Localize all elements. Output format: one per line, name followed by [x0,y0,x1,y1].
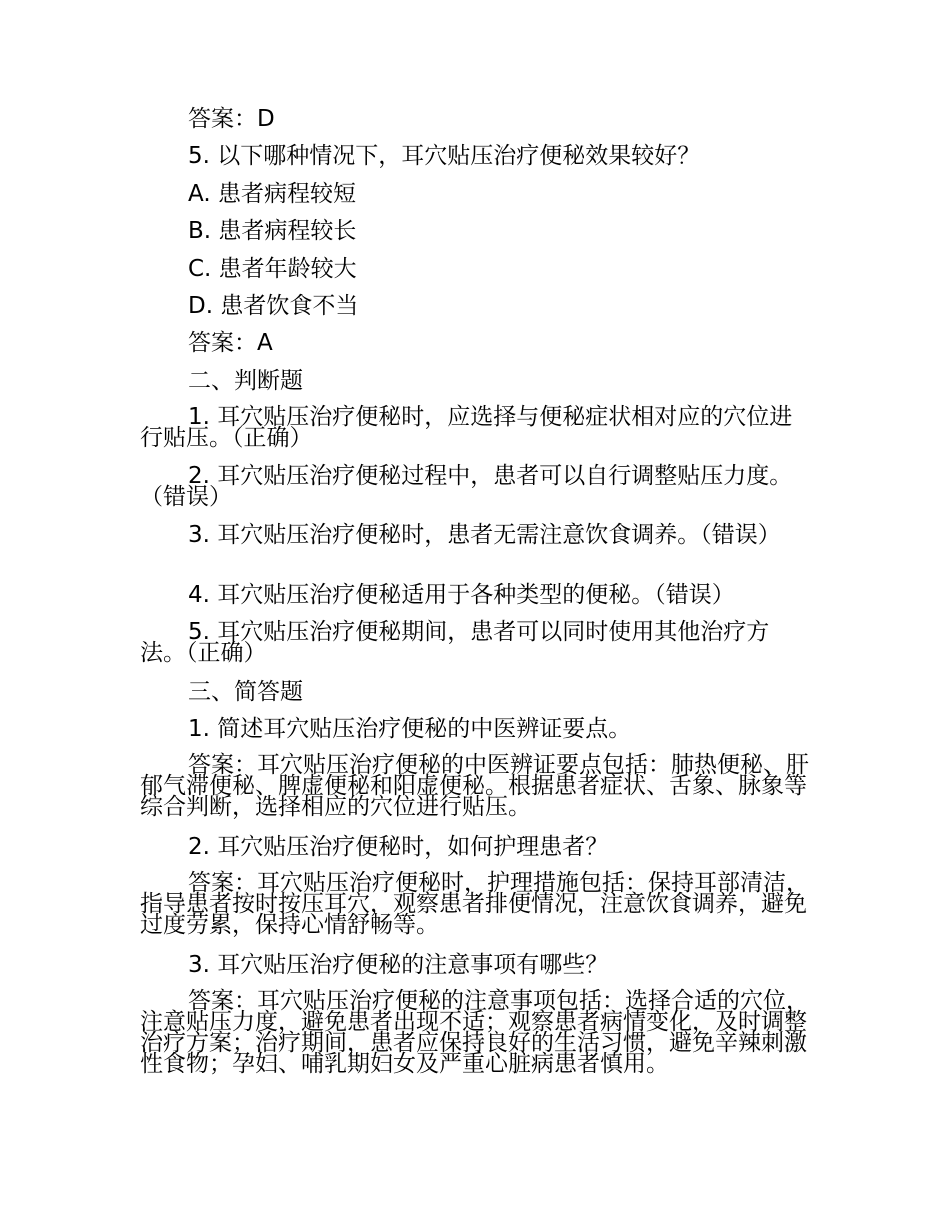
tf-3: 3. 耳穴贴压治疗便秘时，患者无需注意饮食调养。（错误） [188,522,781,548]
sa-question-3: 3. 耳穴贴压治疗便秘的注意事项有哪些？ [188,952,609,978]
option-c: C. 患者年龄较大 [188,256,357,282]
option-b: B. 患者病程较长 [188,218,357,244]
sa-answer-1: 答案：耳穴贴压治疗便秘的中医辨证要点包括：肺热便秘、肝郁气滞便秘、脾虚便秘和阳虚便秘。根据患者症状、舌象、脉象等综合判断，选择相应的穴位进行贴压。 [140,752,809,820]
sa-answer-3: 答案：耳穴贴压治疗便秘的注意事项包括：选择合适的穴位，注意贴压力度，避免患者出现不适；观察患者病情变化，及时调整治疗方案；治疗期间，患者应保持良好的生活习惯，避免辛辣刺激性食物；孕妇、哺乳期妇女及严重心脏病患者慎用。 [140,988,809,1077]
section-2-heading: 二、判断题 [188,368,303,394]
answer-4: 答案：D [188,106,275,132]
sa-question-2: 2. 耳穴贴压治疗便秘时，如何护理患者？ [188,834,609,860]
tf-2: 2. 耳穴贴压治疗便秘过程中，患者可以自行调整贴压力度。（错误） [140,463,793,510]
question-5: 5. 以下哪种情况下，耳穴贴压治疗便秘效果较好？ [188,143,701,169]
section-3-heading: 三、简答题 [188,679,303,705]
option-a: A. 患者病程较短 [188,181,356,207]
tf-5: 5. 耳穴贴压治疗便秘期间，患者可以同时使用其他治疗方法。（正确） [140,619,770,666]
sa-answer-2: 答案：耳穴贴压治疗便秘时，护理措施包括：保持耳部清洁，指导患者按时按压耳穴，观察患者排便情况，注意饮食调养，避免过度劳累，保持心情舒畅等。 [140,870,809,938]
answer-5: 答案：A [188,330,273,356]
tf-4: 4. 耳穴贴压治疗便秘适用于各种类型的便秘。（错误） [188,582,735,608]
tf-1: 1. 耳穴贴压治疗便秘时，应选择与便秘症状相对应的穴位进行贴压。（正确） [140,404,793,451]
option-d: D. 患者饮食不当 [188,293,359,319]
sa-question-1: 1. 简述耳穴贴压治疗便秘的中医辨证要点。 [188,716,632,742]
